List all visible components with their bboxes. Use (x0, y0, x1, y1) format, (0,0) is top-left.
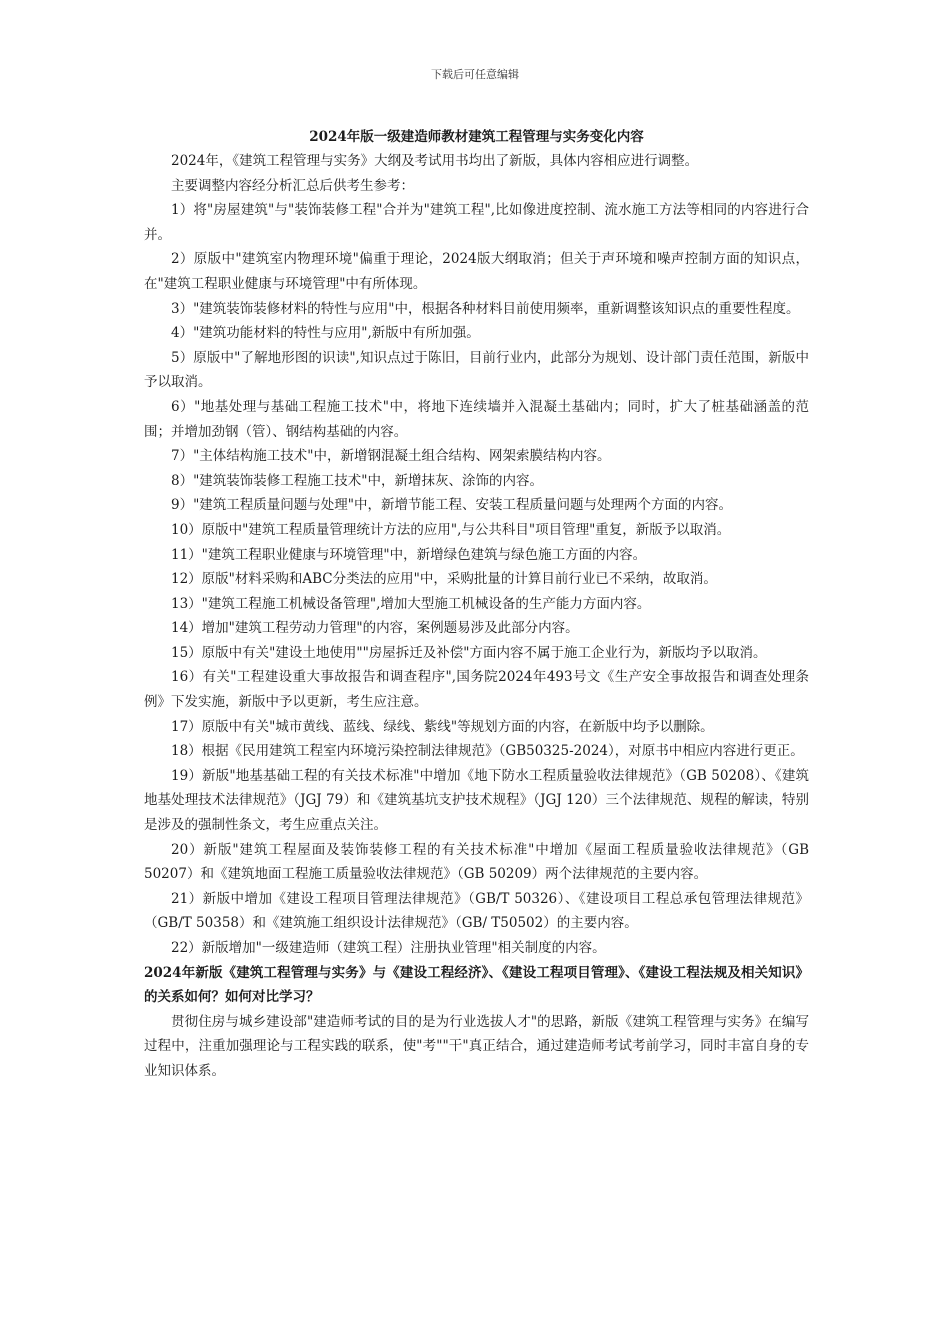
change-item: 16）有关"工程建设重大事故报告和调查程序",国务院2024年493号文《生产安全事故报告和调查处理条例》下发实施，新版中予以更新，考生应注意。 (144, 669, 809, 711)
change-item: 6）"地基处理与基础工程施工技术"中，将地下连续墙并入混凝土基础内；同时，扩大了桩基础涵盖的范围；并增加劲钢（管）、钢结构基础的内容。 (144, 398, 809, 440)
change-item: 2）原版中"建筑室内物理环境"偏重于理论，2024版大纲取消；但关于声环境和噪声控制方面的知识点，在"建筑工程职业健康与环境管理"中有所体现。 (144, 251, 809, 292)
change-item: 17）原版中有关"城市黄线、蓝线、绿线、紫线"等规划方面的内容，在新版中均予以删除。 (171, 718, 714, 735)
intro-paragraph: 主要调整内容经分析汇总后供考生参考： (171, 177, 414, 194)
change-item: 19）新版"地基基础工程的有关技术标准"中增加《地下防水工程质量验收法律规范》（GB 50208）、《建筑地基处理技术法律规范》（JGJ 79）和《建筑基坑支护技术规程》（JGJ 120）三个法律规范、规程的解读，特别是涉及的强制性条文，考生应重点关注。 (144, 767, 809, 834)
change-item: 1）将"房屋建筑"与"装饰装修工程"合并为"建筑工程",比如像进度控制、流水施工方法等相同的内容进行合并。 (144, 202, 809, 243)
change-item: 9）"建筑工程质量问题与处理"中，新增节能工程、安装工程质量问题与处理两个方面的内容。 (171, 497, 733, 514)
change-item: 20）新版"建筑工程屋面及装饰装修工程的有关技术标准"中增加《屋面工程质量验收法律规范》（GB 50207）和《建筑地面工程施工质量验收法律规范》（GB 50209）两个法律规范的主要内容。 (144, 841, 809, 883)
section-paragraph: 贯彻住房与城乡建设部"建造师考试的目的是为行业选拔人才"的思路，新版《建筑工程管理与实务》在编写过程中，注重加强理论与工程实践的联系，使"考""干"真正结合，通过建造师考试考前学习，同时丰富自身的专业知识体系。 (144, 1013, 809, 1079)
header-note: 下载后可任意编辑 (431, 68, 519, 81)
document-title: 2024年版一级建造师教材建筑工程管理与实务变化内容 (309, 129, 644, 145)
document-body (144, 126, 809, 1084)
intro-paragraph: 2024年，《建筑工程管理与实务》大纲及考试用书均出了新版，具体内容相应进行调整。 (171, 153, 699, 169)
change-item: 15）原版中有关"建设土地使用""房屋拆迁及补偿"方面内容不属于施工企业行为，新版均予以取消。 (171, 644, 767, 661)
change-item: 18）根据《民用建筑工程室内环境污染控制法律规范》（GB50325-2024），对原书中相应内容进行更正。 (171, 743, 804, 760)
change-item: 21）新版中增加《建设工程项目管理法律规范》（GB/T 50326）、《建设项目工程总承包管理法律规范》（GB/T 50358）和《建筑施工组织设计法律规范》（GB/ T50502）的主要内容。 (144, 890, 809, 932)
change-item: 8）"建筑装饰装修工程施工技术"中，新增抹灰、涂饰的内容。 (171, 472, 544, 489)
change-item: 10）原版中"建筑工程质量管理统计方法的应用",与公共科目"项目管理"重复，新版予以取消。 (171, 521, 731, 538)
change-item: 5）原版中"了解地形图的识读",知识点过于陈旧，目前行业内，此部分为规划、设计部门责任范围，新版中予以取消。 (144, 349, 809, 391)
change-item: 13）"建筑工程施工机械设备管理",增加大型施工机械设备的生产能力方面内容。 (171, 595, 651, 612)
section-heading: 2024年新版《建筑工程管理与实务》与《建设工程经济》、《建设工程项目管理》、《建设工程法规及相关知识》的关系如何？如何对比学习？ (144, 964, 809, 1006)
change-item: 3）"建筑装饰装修材料的特性与应用"中，根据各种材料目前使用频率，重新调整该知识点的重要性程度。 (171, 300, 800, 317)
change-item: 7）"主体结构施工技术"中，新增钢混凝土组合结构、网架索膜结构内容。 (171, 448, 611, 465)
change-item: 11）"建筑工程职业健康与环境管理"中，新增绿色建筑与绿色施工方面的内容。 (171, 546, 647, 563)
change-item: 4）"建筑功能材料的特性与应用",新版中有所加强。 (171, 325, 480, 342)
change-item: 12）原版"材料采购和ABC分类法的应用"中，采购批量的计算目前行业已不采纳，故取消。 (171, 571, 717, 588)
change-item: 22）新版增加"一级建造师（建筑工程）注册执业管理"相关制度的内容。 (171, 940, 606, 956)
change-item: 14）增加"建筑工程劳动力管理"的内容，案例题易涉及此部分内容。 (171, 620, 579, 637)
